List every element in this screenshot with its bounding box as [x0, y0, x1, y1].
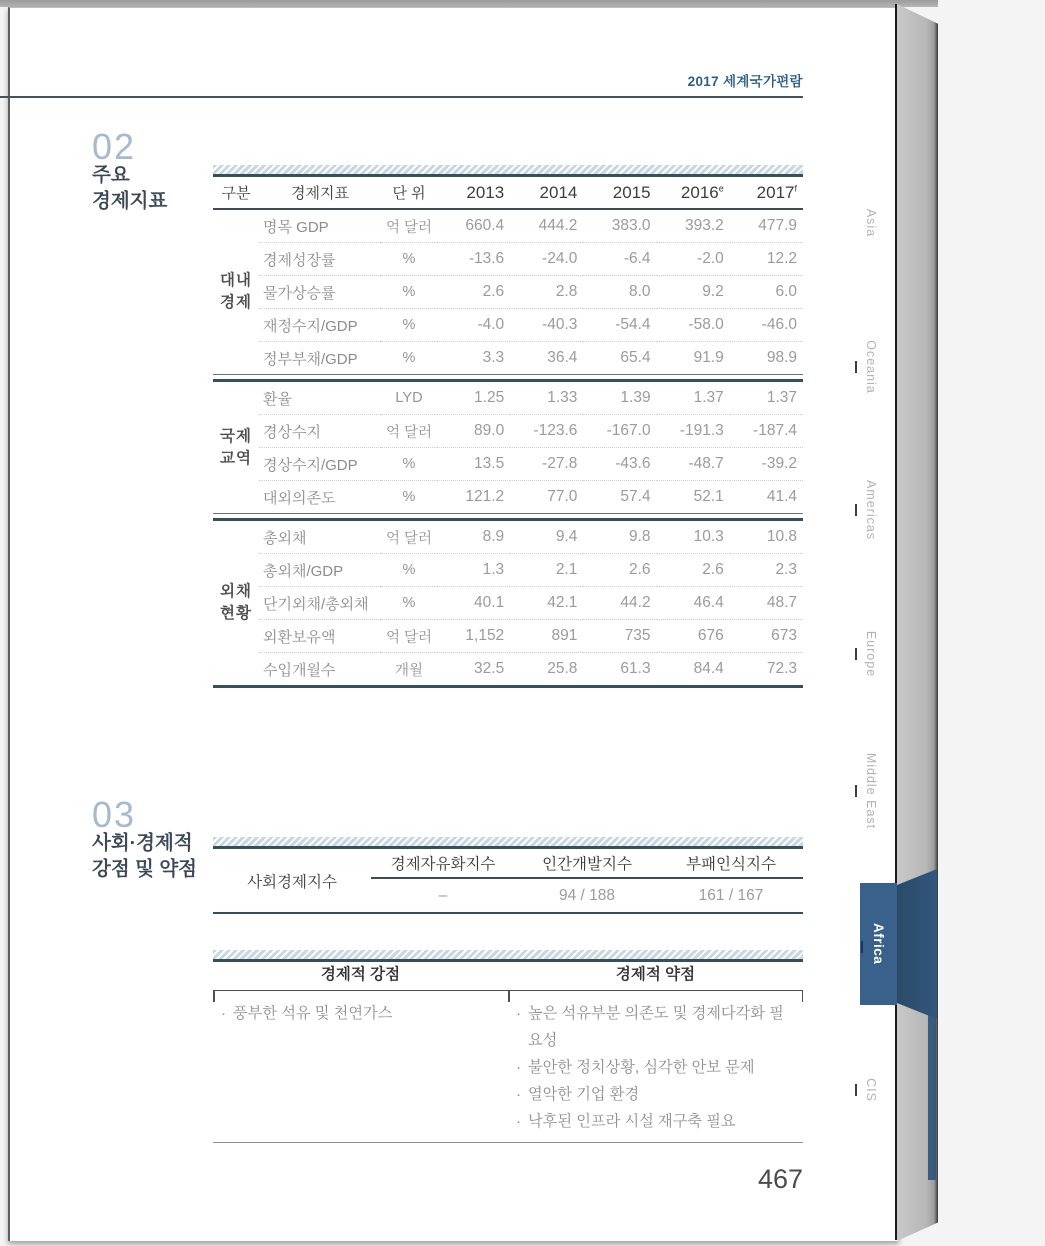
value-cell: 48.7: [730, 587, 803, 620]
tab-tick: [855, 504, 857, 516]
value-cell: -6.4: [583, 243, 656, 276]
unit-cell: %: [381, 587, 437, 620]
section-03-title: [92, 830, 222, 882]
value-cell: 91.9: [657, 342, 730, 375]
col-header-group: 구분: [213, 177, 259, 209]
socio-economic-index-table: [213, 849, 803, 914]
tab-tick: [855, 1084, 857, 1096]
economic-indicators-table: [213, 177, 803, 688]
region-tab-asia: Asia: [864, 208, 878, 238]
table-row: [213, 587, 803, 620]
value-cell: 735: [583, 620, 656, 653]
value-cell: 52.1: [657, 481, 730, 514]
value-cell: 1.25: [474, 389, 505, 406]
socio-value-corruption-perception: 161 / 167: [698, 886, 764, 904]
section-03-number: 03: [92, 794, 137, 835]
running-header-title: 2017 세계국가편람: [687, 74, 803, 89]
indicator-label: 경제성장률: [259, 243, 381, 276]
value-cell: 32.5: [437, 653, 510, 687]
unit-cell: %: [381, 481, 437, 514]
value-cell: -40.3: [510, 309, 583, 342]
table-row: [213, 620, 803, 653]
value-cell: -46.0: [730, 309, 803, 342]
list-item: [514, 1081, 789, 1108]
value-cell: -58.0: [657, 309, 730, 342]
value-cell: 84.4: [657, 653, 730, 687]
unit-cell: %: [381, 554, 437, 587]
value-cell: 12.2: [730, 243, 803, 276]
value-cell: 6.0: [730, 276, 803, 309]
indicator-label: 수입개월수: [259, 653, 381, 687]
value-cell: 1.33: [547, 389, 578, 406]
indicator-label: 단기외채/총외채: [259, 587, 381, 620]
bullet-icon: ·: [221, 1005, 227, 1022]
value-cell: 2.8: [510, 276, 583, 309]
indicator-label: 경상수지/GDP: [259, 448, 381, 481]
weaknesses-list: [508, 1000, 803, 1142]
indicator-label: 경상수지: [259, 415, 381, 448]
value-cell: 44.2: [583, 587, 656, 620]
value-cell: 9.8: [629, 528, 651, 545]
bracket-tick-left: [213, 991, 215, 1002]
value-cell: 383.0: [611, 217, 651, 234]
unit-cell: %: [381, 276, 437, 309]
sw-header-row: [213, 962, 803, 990]
bullet-icon: ·: [516, 1005, 522, 1022]
sw-header-rule: [213, 990, 803, 991]
socio-value-economic-freedom: –: [438, 886, 448, 904]
region-tab-europe: Europe: [864, 630, 878, 678]
value-cell: 3.3: [437, 342, 510, 375]
value-cell: 8.9: [482, 528, 505, 545]
col-header-year: 2015: [583, 177, 656, 209]
table-row: [213, 276, 803, 309]
unit-cell: 억 달러: [381, 415, 437, 448]
col-header-year: 2017$^f$: [730, 177, 803, 209]
socio-col-header-human-development: 인간개발지수: [515, 849, 659, 879]
value-cell: 57.4: [583, 481, 656, 514]
group-label: 대내경제: [220, 272, 252, 311]
section-03-title-line1: 사회·경제적: [92, 832, 193, 854]
table-header-row: [213, 177, 803, 209]
value-cell: 1,152: [437, 620, 510, 653]
value-cell: 2.3: [730, 554, 803, 587]
value-cell: -4.0: [437, 309, 510, 342]
group-label: 외채현황: [220, 583, 252, 622]
table-row: [213, 448, 803, 481]
value-cell: 9.2: [657, 276, 730, 309]
section-02-title: [92, 162, 222, 214]
unit-cell: LYD: [395, 390, 423, 406]
hatched-band-main-table: [213, 165, 803, 177]
region-tab-middle-east: Middle East: [864, 752, 878, 830]
value-cell: -24.0: [510, 243, 583, 276]
region-tab-americas: Americas: [864, 479, 878, 541]
col-header-year: 2013: [437, 177, 510, 209]
unit-cell: %: [381, 243, 437, 276]
list-item-text: 높은 석유부분 의존도 및 경제다각화 필요성: [528, 1005, 784, 1049]
value-cell: 65.4: [583, 342, 656, 375]
table-row: [213, 653, 803, 687]
bullet-icon: ·: [516, 1086, 522, 1103]
bullet-icon: ·: [516, 1059, 522, 1076]
indicator-label: 대외의존도: [259, 481, 381, 514]
value-cell: 8.0: [583, 276, 656, 309]
value-cell: 2.6: [437, 276, 510, 309]
value-cell: 46.4: [657, 587, 730, 620]
value-cell: 89.0: [437, 415, 510, 448]
indicator-label: 재정수지/GDP: [259, 309, 381, 342]
value-cell: 2.1: [510, 554, 583, 587]
value-cell: 36.4: [510, 342, 583, 375]
value-cell: 41.4: [730, 481, 803, 514]
col-header-unit: 단 위: [381, 177, 437, 209]
table-row: [213, 481, 803, 514]
value-cell: -48.7: [657, 448, 730, 481]
value-cell: 1.3: [437, 554, 510, 587]
value-cell: 660.4: [465, 217, 505, 234]
value-cell: -27.8: [510, 448, 583, 481]
indicator-label: 정부부채/GDP: [259, 342, 381, 375]
list-item: [219, 1000, 494, 1027]
tab-tick: [855, 648, 857, 660]
section-02-number: 02: [92, 126, 137, 167]
unit-cell: 개월: [381, 653, 437, 687]
bullet-icon: ·: [516, 1113, 522, 1130]
value-cell: 444.2: [538, 217, 578, 234]
page-edge-line: [895, 4, 897, 1240]
africa-section-edge-stripe: [928, 1012, 936, 1180]
unit-cell: 억 달러: [381, 620, 437, 653]
socio-value-human-development: 94 / 188: [558, 886, 616, 904]
unit-cell: %: [381, 342, 437, 375]
value-cell: 2.6: [657, 554, 730, 587]
value-cell: 1.39: [620, 389, 651, 406]
socio-col-header-corruption-perception: 부패인식지수: [659, 849, 803, 879]
indicator-label: 환율: [263, 390, 292, 408]
unit-cell: 억 달러: [385, 530, 433, 547]
value-cell: -39.2: [730, 448, 803, 481]
value-cell: 77.0: [510, 481, 583, 514]
value-cell: 477.9: [758, 217, 797, 234]
value-cell: -54.4: [583, 309, 656, 342]
tab-tick: [855, 361, 857, 373]
indicator-label: 총외채: [263, 529, 307, 547]
value-cell: -191.3: [657, 415, 730, 448]
strengths-header: 경제적 강점: [320, 966, 401, 983]
africa-tab-edge-wrap: [897, 869, 937, 1019]
value-cell: 25.8: [510, 653, 583, 687]
value-cell: 121.2: [437, 481, 510, 514]
value-cell: -167.0: [583, 415, 656, 448]
section-02-title-line1: 주요: [92, 164, 130, 186]
table-bottom-rule: [213, 687, 803, 689]
value-cell: 61.3: [583, 653, 656, 687]
socio-row-label: 사회경제지수: [247, 873, 337, 891]
hatched-band-sw-table: [213, 950, 803, 962]
table-row: [213, 243, 803, 276]
value-cell: -187.4: [730, 415, 803, 448]
region-tab-africa-active: [860, 883, 897, 1005]
section-02-title-line2: 경제지표: [92, 190, 168, 212]
strengths-weaknesses-table: [213, 962, 803, 1143]
bracket-tick-right: [802, 991, 804, 1002]
value-cell: 40.1: [437, 587, 510, 620]
unit-cell: %: [381, 309, 437, 342]
value-cell: 72.3: [730, 653, 803, 687]
indicator-label: 외환보유액: [259, 620, 381, 653]
list-item-text: 낙후된 인프라 시설 재구축 필요: [528, 1113, 736, 1130]
indicator-label: 명목 GDP: [263, 218, 329, 236]
list-item-text: 불안한 정치상황, 심각한 안보 문제: [528, 1059, 755, 1076]
unit-cell: %: [381, 448, 437, 481]
value-cell: 1.37: [693, 389, 724, 406]
list-item-text: 열악한 기업 환경: [528, 1086, 640, 1103]
table-row: [213, 415, 803, 448]
tab-tick: [855, 785, 857, 797]
bracket-tick-center: [508, 991, 510, 1002]
table-row: [213, 520, 803, 554]
unit-cell: 억 달러: [385, 219, 433, 236]
indicator-label: 물가상승률: [259, 276, 381, 309]
value-cell: 42.1: [510, 587, 583, 620]
value-cell: 891: [510, 620, 583, 653]
value-cell: -13.6: [437, 243, 510, 276]
tab-tick: [861, 941, 863, 953]
table-row: [213, 342, 803, 375]
value-cell: 98.9: [730, 342, 803, 375]
group-label: 국제교역: [220, 427, 252, 467]
sw-body: [213, 991, 803, 1143]
header-rule: [0, 96, 803, 98]
strengths-list: [213, 1000, 508, 1142]
indicator-label: 총외채/GDP: [259, 554, 381, 587]
value-cell: -123.6: [510, 415, 583, 448]
hatched-band-socio-table: [213, 837, 803, 849]
socio-col-header-economic-freedom: 경제자유화지수: [371, 849, 515, 879]
table-row: [213, 209, 803, 243]
region-tab-cis: CIS: [864, 1078, 878, 1102]
section-03-title-line2: 강점 및 약점: [92, 858, 198, 880]
value-cell: -43.6: [583, 448, 656, 481]
value-cell: 676: [657, 620, 730, 653]
col-header-year: 2016e: [657, 177, 730, 209]
value-cell: -2.0: [657, 243, 730, 276]
value-cell: 10.3: [693, 528, 724, 545]
value-cell: 2.6: [583, 554, 656, 587]
col-header-indicator: 경제지표: [259, 177, 381, 209]
page-number: 467: [757, 1164, 803, 1194]
value-cell: 673: [730, 620, 803, 653]
value-cell: 13.5: [437, 448, 510, 481]
region-tab-label: Africa: [871, 923, 886, 965]
list-item-text: 풍부한 석유 및 천연가스: [233, 1005, 393, 1022]
col-header-year: 2014: [510, 177, 583, 209]
value-cell: 393.2: [684, 217, 724, 234]
table-row: [213, 381, 803, 415]
region-tab-oceania: Oceania: [864, 340, 878, 394]
list-item: [514, 1108, 789, 1135]
table-row: [213, 554, 803, 587]
weaknesses-header: 경제적 약점: [615, 966, 696, 983]
value-cell: 1.37: [766, 389, 797, 406]
value-cell: 10.8: [766, 528, 797, 545]
table-row: [213, 309, 803, 342]
list-item: [514, 1000, 789, 1054]
list-item: [514, 1054, 789, 1081]
book-top-edge: [0, 0, 938, 7]
value-cell: 9.4: [555, 528, 578, 545]
